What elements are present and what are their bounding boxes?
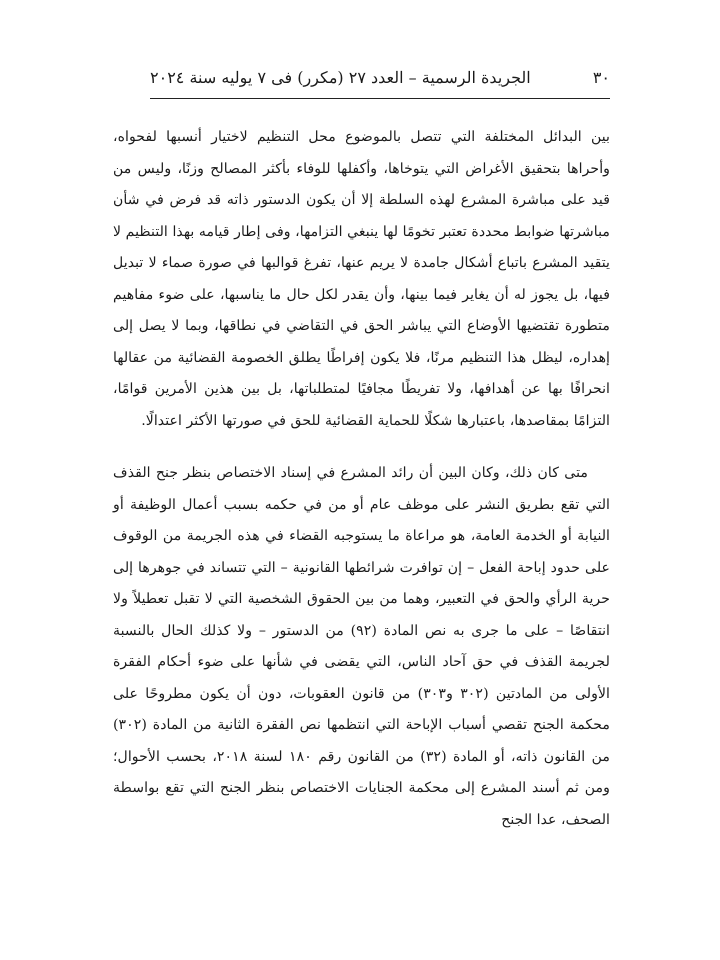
page-header bbox=[150, 68, 610, 94]
page-number: ٣٠ bbox=[592, 68, 610, 87]
paragraph-2: متى كان ذلك، وكان البين أن رائد المشرع في إسناد الاختصاص بنظر جنح القذف التي تقع بطريق النشر على موظف عام أو من في حكمه بسبب أعمال الوظيفة أو النيابة أو الخدمة العامة، هو مراعاة ما يستوجبه القضاء في هذه الجريمة من الوقوف على حدود إباحة الفعل – إن توافرت شرائطها القانونية – التي تتساند في جوهرها إلى حرية الرأي والحق في التعبير، وهما من بين الحقوق الشخصية التي لا تقبل تعطيلاً ولا انتقاصًا – على ما جرى به نص المادة (٩٢) من الدستور – ولا كذلك الحال بالنسبة لجريمة القذف في حق آحاد الناس، التي يقضى في شأنها على ضوء أحكام الفقرة الأولى من المادتين (٣٠٢ و٣٠٣) من قانون العقوبات، دون أن يكون مطروحًا على محكمة الجنح تقصي أسباب الإباحة التي انتظمها نص الفقرة الثانية من المادة (٣٠٢) من القانون ذاته، أو المادة (٣٢) من القانون رقم ١٨٠ لسنة ٢٠١٨، بحسب الأحوال؛ ومن ثم أسند المشرع إلى محكمة الجنايات الاختصاص بنظر الجنح التي تقع بواسطة الصحف، عدا الجنح bbox=[113, 465, 611, 828]
gazette-title: الجريدة الرسمية – العدد ٢٧ (مكرر) فى ٧ يوليه سنة ٢٠٢٤ bbox=[150, 68, 531, 87]
document-body bbox=[113, 122, 610, 836]
paragraph-1: بين البدائل المختلفة التي تتصل بالموضوع محل التنظيم لاختيار أنسبها لفحواه، وأحراها بتحقيق الأغراض التي يتوخاها، وأكفلها للوفاء بأكثر المصالح وزنًا، وليس من قيد على مباشرة المشرع لهذه السلطة إلا أن يكون الدستور ذاته قد فرض في شأن مباشرتها ضوابط محددة تعتبر تخومًا لها ينبغي التزامها، وفى إطار قيامه بهذا التنظيم لا يتقيد المشرع باتباع أشكال جامدة لا يريم عنها، تفرغ قوالبها في صورة صماء لا تبديل فيها، بل يجوز له أن يغاير فيما بينها، وأن يقدر لكل حال ما يناسبها، على ضوء مفاهيم متطورة تقتضيها الأوضاع التي يباشر الحق في التقاضي في نطاقها، وبما لا يصل إلى إهداره، ليظل هذا التنظيم مرنًا، فلا يكون إفراطًا يطلق الخصومة القضائية من عقالها انحرافًا بها عن أهدافها، ولا تفريطًا مجافيًا لمتطلباتها، بل بين هذين الأمرين قوامًا، التزامًا بمقاصدها، باعتبارها شكلًا للحماية القضائية للحق في صورتها الأكثر اعتدالًا. bbox=[113, 129, 610, 429]
header-divider bbox=[150, 98, 610, 99]
